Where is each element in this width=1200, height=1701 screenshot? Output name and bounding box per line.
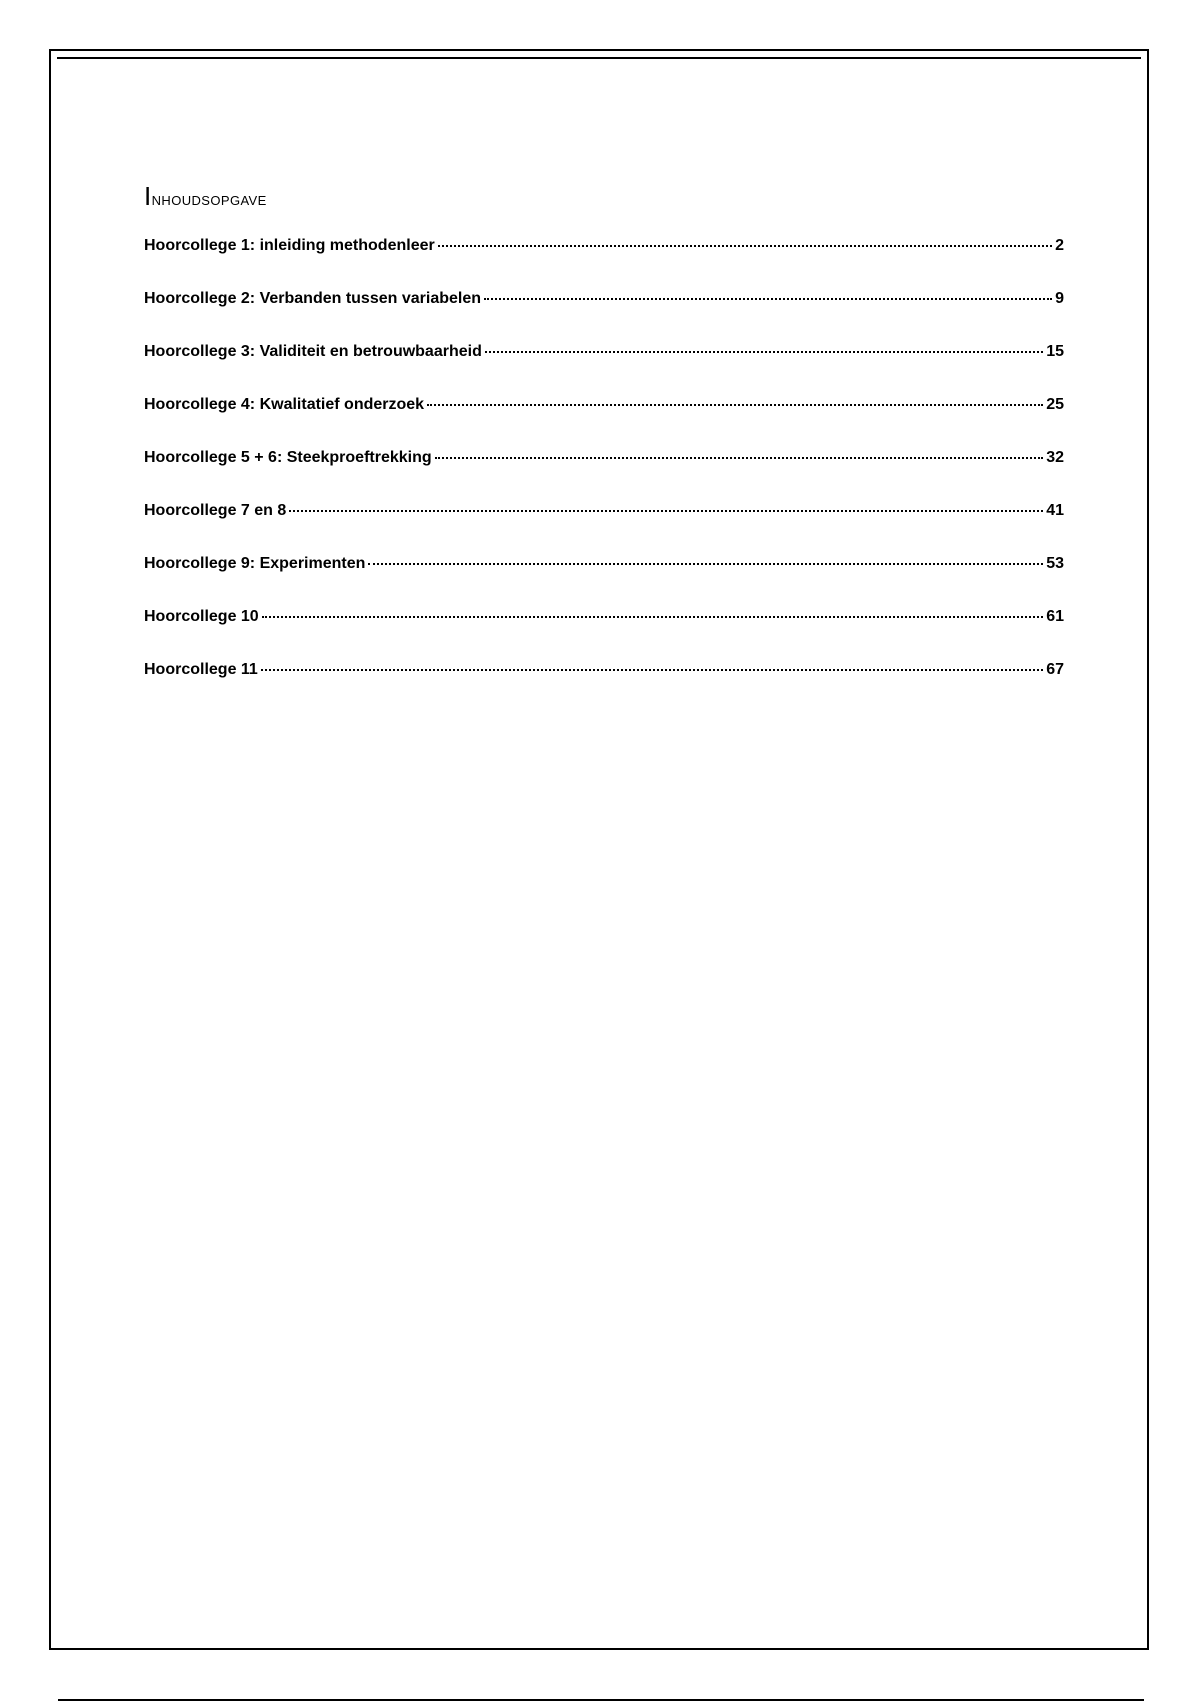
toc-entry-1[interactable] (144, 236, 1064, 289)
toc-dot-leader (261, 669, 1043, 671)
toc-dot-leader (484, 298, 1052, 300)
toc-entry-label: Hoorcollege 5 + 6: Steekproeftrekking (144, 449, 432, 466)
toc-entry-2[interactable] (144, 289, 1064, 342)
table-of-contents (144, 181, 1064, 713)
toc-entry-page: 15 (1046, 343, 1064, 360)
toc-entry-label: Hoorcollege 9: Experimenten (144, 555, 366, 572)
toc-entry-label: Hoorcollege 1: inleiding methodenleer (144, 237, 435, 254)
toc-entry-page: 25 (1046, 396, 1064, 413)
toc-dot-leader (427, 404, 1043, 406)
toc-entry-page: 53 (1046, 555, 1064, 572)
toc-dot-leader (368, 563, 1043, 565)
toc-entry-label: Hoorcollege 2: Verbanden tussen variabelen (144, 290, 481, 307)
toc-entry-page: 41 (1046, 502, 1064, 519)
toc-entry-3[interactable] (144, 342, 1064, 395)
toc-entry-label: Hoorcollege 11 (144, 661, 258, 678)
toc-entry-page: 67 (1046, 661, 1064, 678)
toc-dot-leader (289, 510, 1043, 512)
toc-entry-page: 2 (1055, 237, 1064, 254)
toc-entry-9[interactable] (144, 660, 1064, 713)
toc-entry-label: Hoorcollege 3: Validiteit en betrouwbaarheid (144, 343, 482, 360)
toc-entry-label: Hoorcollege 10 (144, 608, 259, 625)
toc-entry-page: 32 (1046, 449, 1064, 466)
toc-dot-leader (438, 245, 1052, 247)
toc-list (144, 236, 1064, 713)
toc-entry-8[interactable] (144, 607, 1064, 660)
toc-entry-6[interactable] (144, 501, 1064, 554)
toc-entry-label: Hoorcollege 4: Kwalitatief onderzoek (144, 396, 425, 413)
toc-dot-leader (485, 351, 1043, 353)
header-rule (57, 57, 1141, 59)
toc-entry-page: 61 (1046, 608, 1064, 625)
toc-entry-label: Hoorcollege 7 en 8 (144, 502, 287, 519)
toc-entry-5[interactable] (144, 448, 1064, 501)
page-border (49, 49, 1149, 1650)
toc-entry-4[interactable] (144, 395, 1064, 448)
toc-dot-leader (262, 616, 1044, 618)
toc-entry-7[interactable] (144, 554, 1064, 607)
toc-entry-page: 9 (1055, 290, 1064, 307)
toc-title: Inhoudsopgave (144, 181, 267, 211)
toc-dot-leader (435, 457, 1044, 459)
